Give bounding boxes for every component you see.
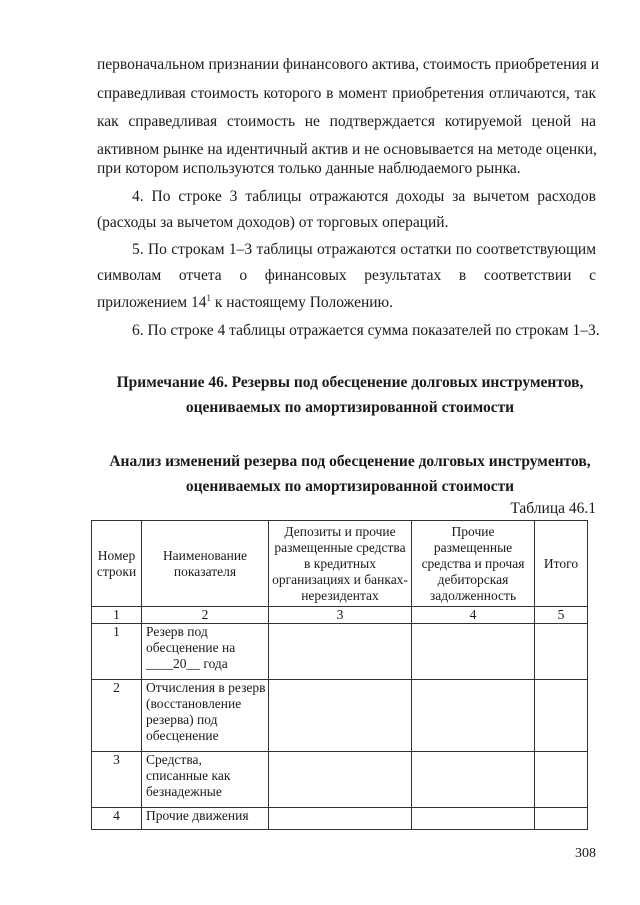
row-number: 4 xyxy=(92,808,142,830)
note-title: оцениваемых по амортизированной стоимости xyxy=(185,399,515,416)
row-name: Средства, списанные как безнадежные xyxy=(142,752,269,808)
row-name: Отчисления в резерв (восстановление резерва) под обесценение xyxy=(142,680,269,752)
superscript: 1 xyxy=(206,292,211,303)
text-line: как справедливая стоимость не подтверждается котируемой ценой на xyxy=(97,113,596,130)
item-5: 5. По строкам 1–3 таблицы отражаются остатки по соответствующим xyxy=(132,241,596,258)
note-title: Примечание 46. Резервы под обесценение долговых инструментов, xyxy=(116,374,584,391)
value-cell xyxy=(269,752,412,808)
index-cell: 2 xyxy=(142,607,269,624)
col-header: Номер строки xyxy=(92,521,142,607)
item-5-cont2 xyxy=(97,293,596,313)
text-run: приложением 14 xyxy=(97,294,207,311)
index-row xyxy=(92,607,588,624)
text-line: первоначальном признании финансового актива, стоимость приобретения и xyxy=(97,56,600,73)
table-row xyxy=(92,808,588,830)
row-name: Прочие движения xyxy=(142,808,269,830)
table-row xyxy=(92,624,588,680)
value-cell xyxy=(535,808,588,830)
item-6: 6. По строке 4 таблицы отражается сумма показателей по строкам 1–3. xyxy=(132,322,600,339)
text-line: справедливая стоимость которого в момент приобретения отличаются, так xyxy=(97,85,596,102)
value-cell xyxy=(535,624,588,680)
index-cell: 4 xyxy=(412,607,535,624)
index-cell: 1 xyxy=(92,607,142,624)
page-number: 308 xyxy=(575,846,596,861)
col-header: Наименование показателя xyxy=(142,521,269,607)
value-cell xyxy=(269,624,412,680)
index-cell: 3 xyxy=(269,607,412,624)
text-line: активном рынке на идентичный актив и не основывается на методе оценки, xyxy=(97,141,597,158)
reserve-table xyxy=(91,520,588,830)
value-cell xyxy=(269,680,412,752)
value-cell xyxy=(412,808,535,830)
analysis-title: Анализ изменений резерва под обесценение долговых инструментов, xyxy=(109,453,591,470)
text-run: к настоящему Положению. xyxy=(210,294,393,311)
item-4-cont: (расходы за вычетом доходов) от торговых операций. xyxy=(97,214,449,231)
analysis-title: оцениваемых по амортизированной стоимости xyxy=(185,478,515,495)
item-5-cont: символам отчета о финансовых результатах в соответствии с xyxy=(97,267,596,284)
value-cell xyxy=(269,808,412,830)
table-caption: Таблица 46.1 xyxy=(510,500,596,517)
row-name: Резерв под обесценение на ____20__ года xyxy=(142,624,269,680)
col-header: Итого xyxy=(535,521,588,607)
value-cell xyxy=(412,752,535,808)
table-header-row xyxy=(92,521,588,607)
index-cell: 5 xyxy=(535,607,588,624)
text-line: при котором используются только данные наблюдаемого рынка. xyxy=(97,160,521,177)
row-number: 2 xyxy=(92,680,142,752)
table-row xyxy=(92,752,588,808)
item-4: 4. По строке 3 таблицы отражаются доходы за вычетом расходов xyxy=(132,188,596,205)
value-cell xyxy=(412,624,535,680)
table-row xyxy=(92,680,588,752)
value-cell xyxy=(412,680,535,752)
col-header: Депозиты и прочие размещенные средства в кредитных организациях и банках-нерезидентах xyxy=(269,521,412,607)
value-cell xyxy=(535,752,588,808)
row-number: 3 xyxy=(92,752,142,808)
row-number: 1 xyxy=(92,624,142,680)
value-cell xyxy=(535,680,588,752)
col-header: Прочие размещенные средства и прочая дебиторская задолженность xyxy=(412,521,535,607)
